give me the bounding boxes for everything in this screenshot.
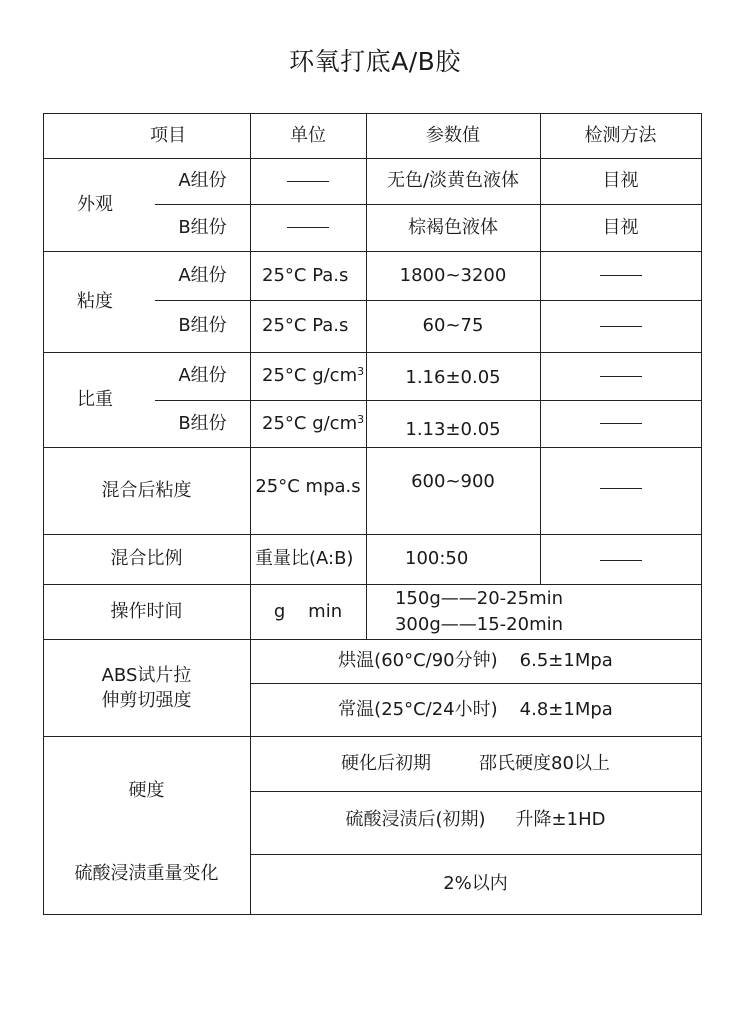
unit-cell: 25°C g/cm $^3$ [262,412,365,434]
sub-label-b: B组份 [178,216,227,238]
value-cell [366,584,592,639]
row-label-viscosity: 粘度 [77,290,113,312]
value-line: 300g——15-20min [394,613,564,635]
unit-dash [250,204,366,251]
value-cell: 600~900 [411,471,495,492]
value-cell: 60~75 [422,315,484,336]
unit-cell: 25°C mpa.s [255,476,361,497]
unit-cell: 25°C Pa.s [262,264,349,286]
sub-label-a: A组份 [178,170,227,191]
method-dash [540,300,701,352]
value-cell: 2%以内 [443,873,508,894]
header-method: 检测方法 [584,124,657,146]
row-label-weight-change: 硫酸浸渍重量变化 [74,863,219,884]
method-dash [540,447,701,529]
value-cell: 1800~3200 [399,264,507,286]
row-label-operation-time: 操作时间 [110,600,183,622]
row-label-mix-ratio: 混合比例 [110,548,183,569]
row-label-hardness: 硬度 [128,780,165,801]
value-cell: 无色/淡黄色液体 [386,170,520,191]
method-dash [540,400,701,447]
row-label-gravity: 比重 [77,388,113,410]
unit-cell: 25°C g/cm $^3$ [262,365,365,386]
header-value: 参数值 [426,124,480,146]
abs-row-2: 常温(25°C/24小时) 4.8±1Mpa [338,698,613,720]
row-label-appearance: 外观 [77,193,113,215]
abs-row-1: 烘温(60°C/90分钟) 6.5±1Mpa [338,650,613,671]
unit-cell: 25°C Pa.s [262,315,349,336]
row-label-mixed-viscosity: 混合后粘度 [101,479,192,501]
value-cell: 棕褐色液体 [408,216,498,238]
header-unit: 单位 [290,124,326,146]
method-cell: 目视 [602,216,639,238]
row-label-abs: ABS试片拉 伸剪切强度 [101,664,192,711]
sub-label-a: A组份 [178,365,227,386]
unit-cell: 重量比(A:B) [255,548,354,569]
hardness-row-1: 硬化后初期 邵氏硬度80以上 [341,752,610,774]
unit-cell: g min [273,600,343,622]
value-line: 150g——20-25min [394,587,564,609]
value-cell: 100:50 [405,548,469,569]
value-cell: 1.16±0.05 [405,367,501,388]
method-dash [540,534,701,586]
value-cell: 1.13±0.05 [405,418,501,440]
sub-label-a: A组份 [178,264,227,286]
method-dash [540,352,701,400]
method-cell: 目视 [602,170,639,191]
method-dash [540,251,701,300]
hardness-row-2: 硫酸浸渍后(初期) 升降±1HD [345,809,606,830]
header-item: 项目 [150,124,186,146]
sub-label-b: B组份 [178,412,227,434]
page-title: 环氧打底A/B胶 [289,47,461,76]
sub-label-b: B组份 [178,315,227,336]
unit-dash [250,158,366,204]
